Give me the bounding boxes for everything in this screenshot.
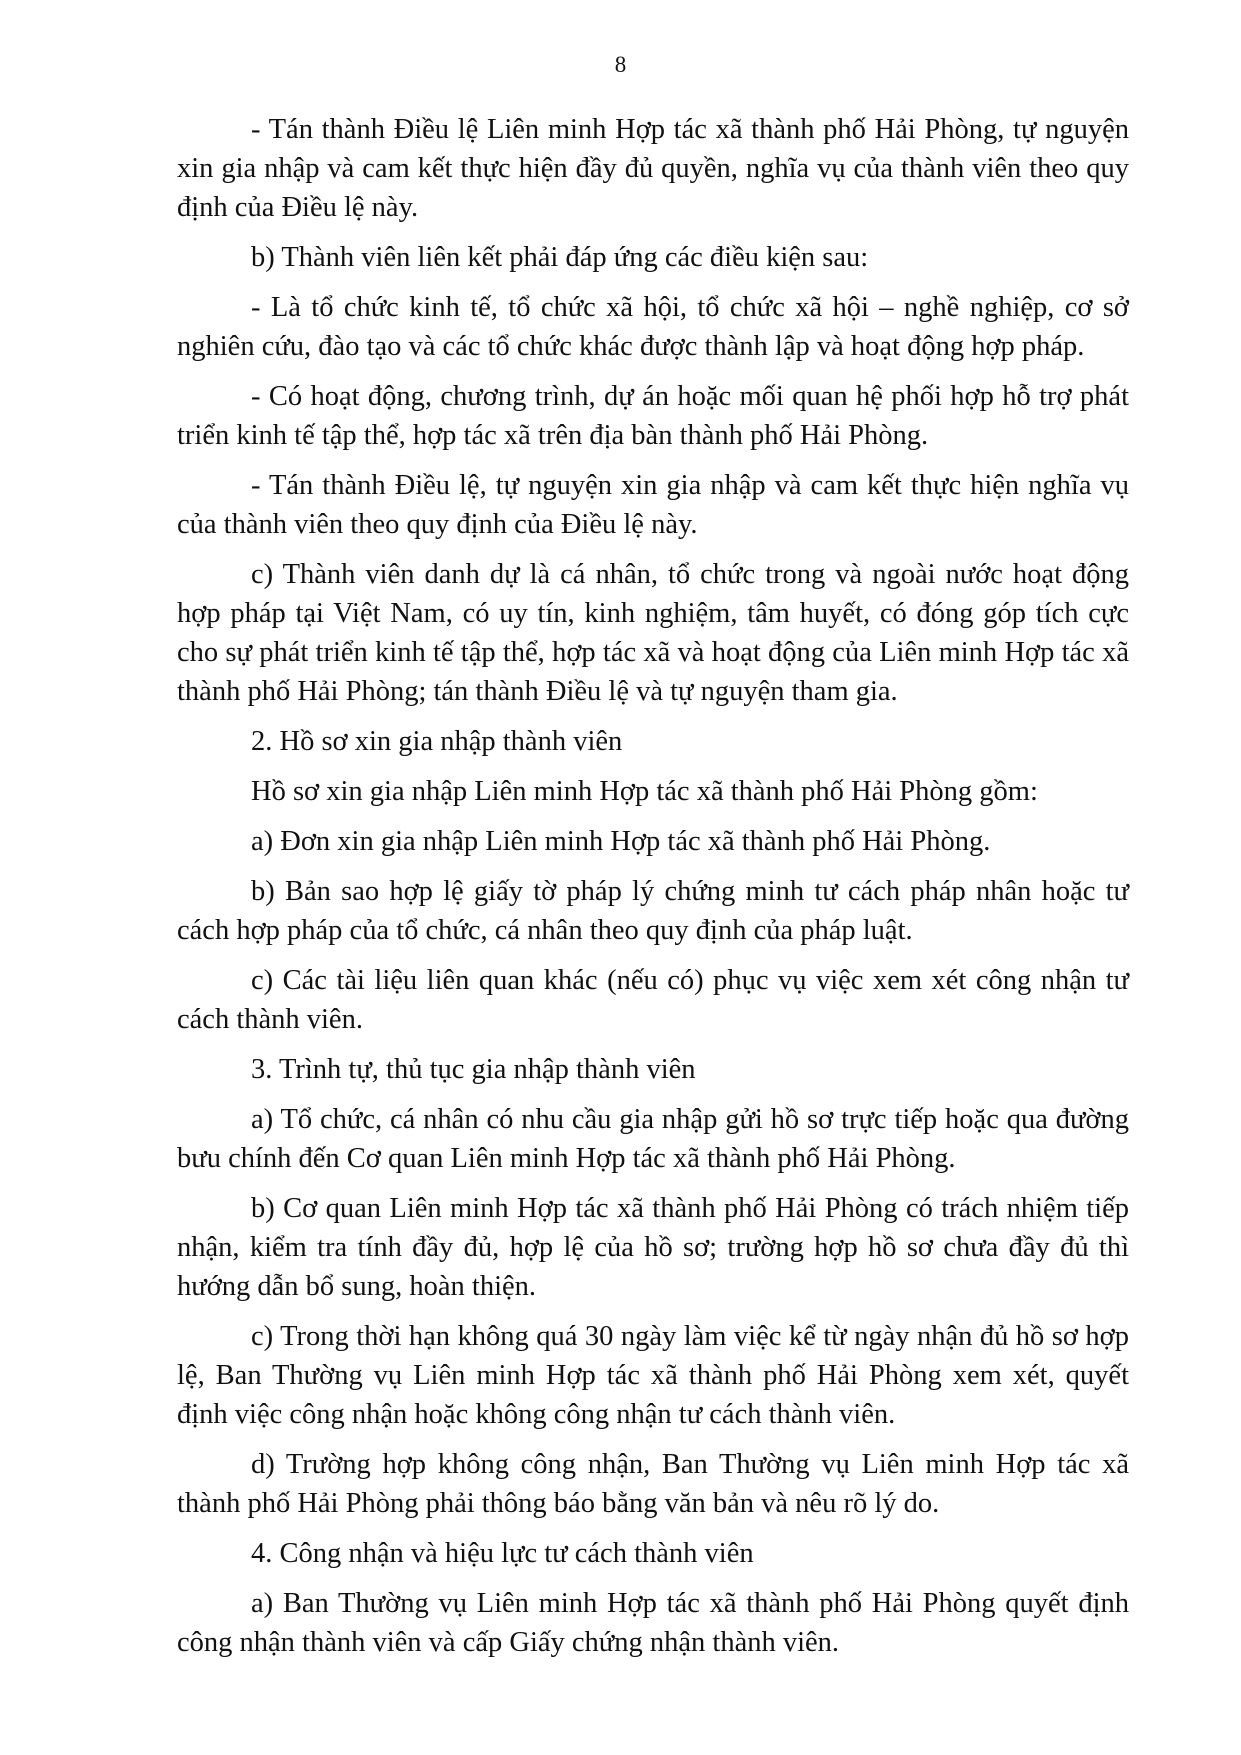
paragraph: b) Cơ quan Liên minh Hợp tác xã thành phố Hải Phòng có trách nhiệm tiếp nhận, kiểm tra tính đầy đủ, hợp lệ của hồ sơ; trường hợp hồ sơ chưa đầy đủ thì hướng dẫn bổ sung, hoàn thiện. [177, 1193, 1129, 1302]
paragraph: - Tán thành Điều lệ, tự nguyện xin gia nhập và cam kết thực hiện nghĩa vụ của thành viên theo quy định của Điều lệ này. [177, 470, 1129, 540]
paragraph: c) Thành viên danh dự là cá nhân, tổ chức trong và ngoài nước hoạt động hợp pháp tại Việt Nam, có uy tín, kinh nghiệm, tâm huyết, có đóng góp tích cực cho sự phát triển kinh tế tập thể, hợp tác xã và hoạt động của Liên minh Hợp tác xã thành phố Hải Phòng; tán thành Điều lệ và tự nguyện tham gia. [177, 559, 1129, 707]
page-number: 8 [614, 52, 627, 77]
paragraph: - Là tổ chức kinh tế, tổ chức xã hội, tổ chức xã hội – nghề nghiệp, cơ sở nghiên cứu, đào tạo và các tổ chức khác được thành lập và hoạt động hợp pháp. [177, 292, 1129, 362]
section-heading: 2. Hồ sơ xin gia nhập thành viên [251, 726, 623, 757]
paragraph: a) Tổ chức, cá nhân có nhu cầu gia nhập gửi hồ sơ trực tiếp hoặc qua đường bưu chính đến Cơ quan Liên minh Hợp tác xã thành phố Hải Phòng. [177, 1104, 1129, 1174]
paragraph: a) Ban Thường vụ Liên minh Hợp tác xã thành phố Hải Phòng quyết định công nhận thành viên và cấp Giấy chứng nhận thành viên. [177, 1588, 1129, 1658]
paragraph: a) Đơn xin gia nhập Liên minh Hợp tác xã thành phố Hải Phòng. [251, 826, 991, 857]
paragraph: c) Các tài liệu liên quan khác (nếu có) phục vụ việc xem xét công nhận tư cách thành viên. [177, 965, 1129, 1035]
paragraph: b) Bản sao hợp lệ giấy tờ pháp lý chứng minh tư cách pháp nhân hoặc tư cách hợp pháp của tổ chức, cá nhân theo quy định của pháp luật. [177, 876, 1129, 946]
section-heading: 4. Công nhận và hiệu lực tư cách thành viên [251, 1538, 754, 1569]
paragraph: d) Trường hợp không công nhận, Ban Thường vụ Liên minh Hợp tác xã thành phố Hải Phòng phải thông báo bằng văn bản và nêu rõ lý do. [177, 1449, 1129, 1519]
paragraph: - Tán thành Điều lệ Liên minh Hợp tác xã thành phố Hải Phòng, tự nguyện xin gia nhập và cam kết thực hiện đầy đủ quyền, nghĩa vụ của thành viên theo quy định của Điều lệ này. [177, 114, 1129, 223]
paragraph: c) Trong thời hạn không quá 30 ngày làm việc kể từ ngày nhận đủ hồ sơ hợp lệ, Ban Thường vụ Liên minh Hợp tác xã thành phố Hải Phòng xem xét, quyết định việc công nhận hoặc không công nhận tư cách thành viên. [177, 1321, 1129, 1430]
paragraph: b) Thành viên liên kết phải đáp ứng các điều kiện sau: [251, 242, 869, 273]
paragraph: Hồ sơ xin gia nhập Liên minh Hợp tác xã thành phố Hải Phòng gồm: [251, 776, 1038, 807]
paragraph: - Có hoạt động, chương trình, dự án hoặc mối quan hệ phối hợp hỗ trợ phát triển kinh tế tập thể, hợp tác xã trên địa bàn thành phố Hải Phòng. [177, 381, 1129, 451]
section-heading: 3. Trình tự, thủ tục gia nhập thành viên [251, 1054, 696, 1085]
document-body [177, 110, 1129, 1673]
